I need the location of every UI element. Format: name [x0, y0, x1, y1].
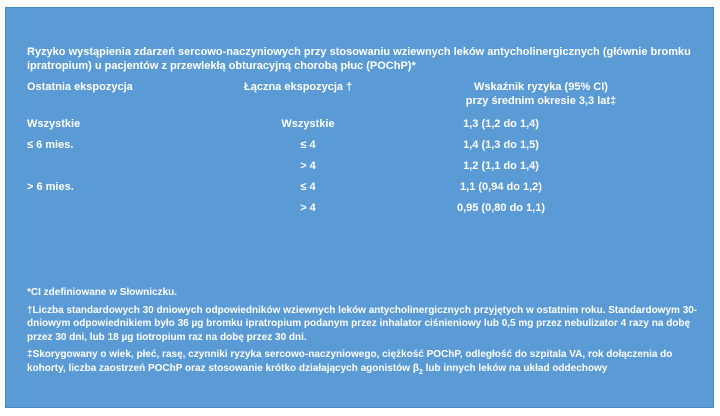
cell-recent-exposure: > 6 mies.	[27, 181, 74, 193]
table-row	[6, 180, 713, 194]
footnote-adjusted-text: ‡Skorygowany o wiek, płeć, rasę, czynniki ryzyka sercowo-naczyniowego, ciężkość POChP, odległość do szpitala VA, rok dołączenia do kohorty, liczba zaostrzeń POChP oraz stosowanie krótko działających agonistów β	[27, 349, 673, 374]
footnote-adjusted-text-end: lub innych leków na układ oddechowy	[422, 362, 608, 374]
footnote-cumulative: †Liczba standardowych 30 dniowych odpowiedników wziewnych leków antycholinergicznych przyjętych w ostatnim roku. Standardowym 30-dniowym odpowiednikiem było 36 µg bromku ipratropium podanym przez inhalator ciśnieniowy lub 0,5 mg przez nebulizator 4 razy na dobę przez 30 dni, lub 18 µg tiotropium raz na dobę przez 30 dni.	[27, 304, 698, 343]
table-row	[6, 138, 713, 152]
table-row	[6, 201, 713, 215]
footnotes	[27, 286, 707, 379]
header-cumulative-exposure: Łączna ekspozycja †	[244, 81, 353, 93]
cell-hazard-ratio: 1,4 (1,3 do 1,5)	[463, 139, 539, 151]
cell-cumulative-exposure: ≤ 4	[300, 181, 316, 193]
header-hazard-ratio-line2: przy średnim okresie 3,3 lat‡	[465, 95, 617, 107]
footnote-ci: *CI zdefiniowane w Słowniczku.	[27, 287, 178, 298]
header-recent-exposure: Ostatnia ekspozycja	[27, 81, 133, 93]
cell-hazard-ratio: 1,3 (1,2 do 1,4)	[463, 118, 539, 130]
table-title: Ryzyko wystąpienia zdarzeń sercowo-naczyniowych przy stosowaniu wziewnych leków antycholinergicznych (głównie bromku ipratropium) u pacjentów z przewlekłą obturacyjną chorobą płuc (POChP)*	[27, 46, 691, 72]
risk-table-panel	[5, 7, 714, 408]
cell-cumulative-exposure: > 4	[300, 202, 316, 214]
cell-hazard-ratio: 0,95 (0,80 do 1,1)	[456, 202, 546, 214]
cell-hazard-ratio: 1,1 (0,94 do 1,2)	[460, 181, 542, 193]
footnote-adjusted	[27, 348, 707, 375]
header-hazard-ratio	[456, 80, 626, 108]
header-hazard-ratio-line1: Wskaźnik ryzyka (95% CI)	[474, 81, 608, 93]
table-row	[6, 159, 713, 173]
cell-cumulative-exposure: Wszystkie	[281, 118, 335, 130]
cell-recent-exposure: Wszystkie	[27, 118, 81, 130]
cell-cumulative-exposure: > 4	[300, 160, 316, 172]
cell-hazard-ratio: 1,2 (1,1 do 1,4)	[463, 160, 539, 172]
footnote-adjusted-subscript: 2	[418, 368, 423, 376]
cell-recent-exposure: ≤ 6 mies.	[27, 139, 74, 151]
cell-cumulative-exposure: ≤ 4	[300, 139, 316, 151]
table-row	[6, 117, 713, 131]
